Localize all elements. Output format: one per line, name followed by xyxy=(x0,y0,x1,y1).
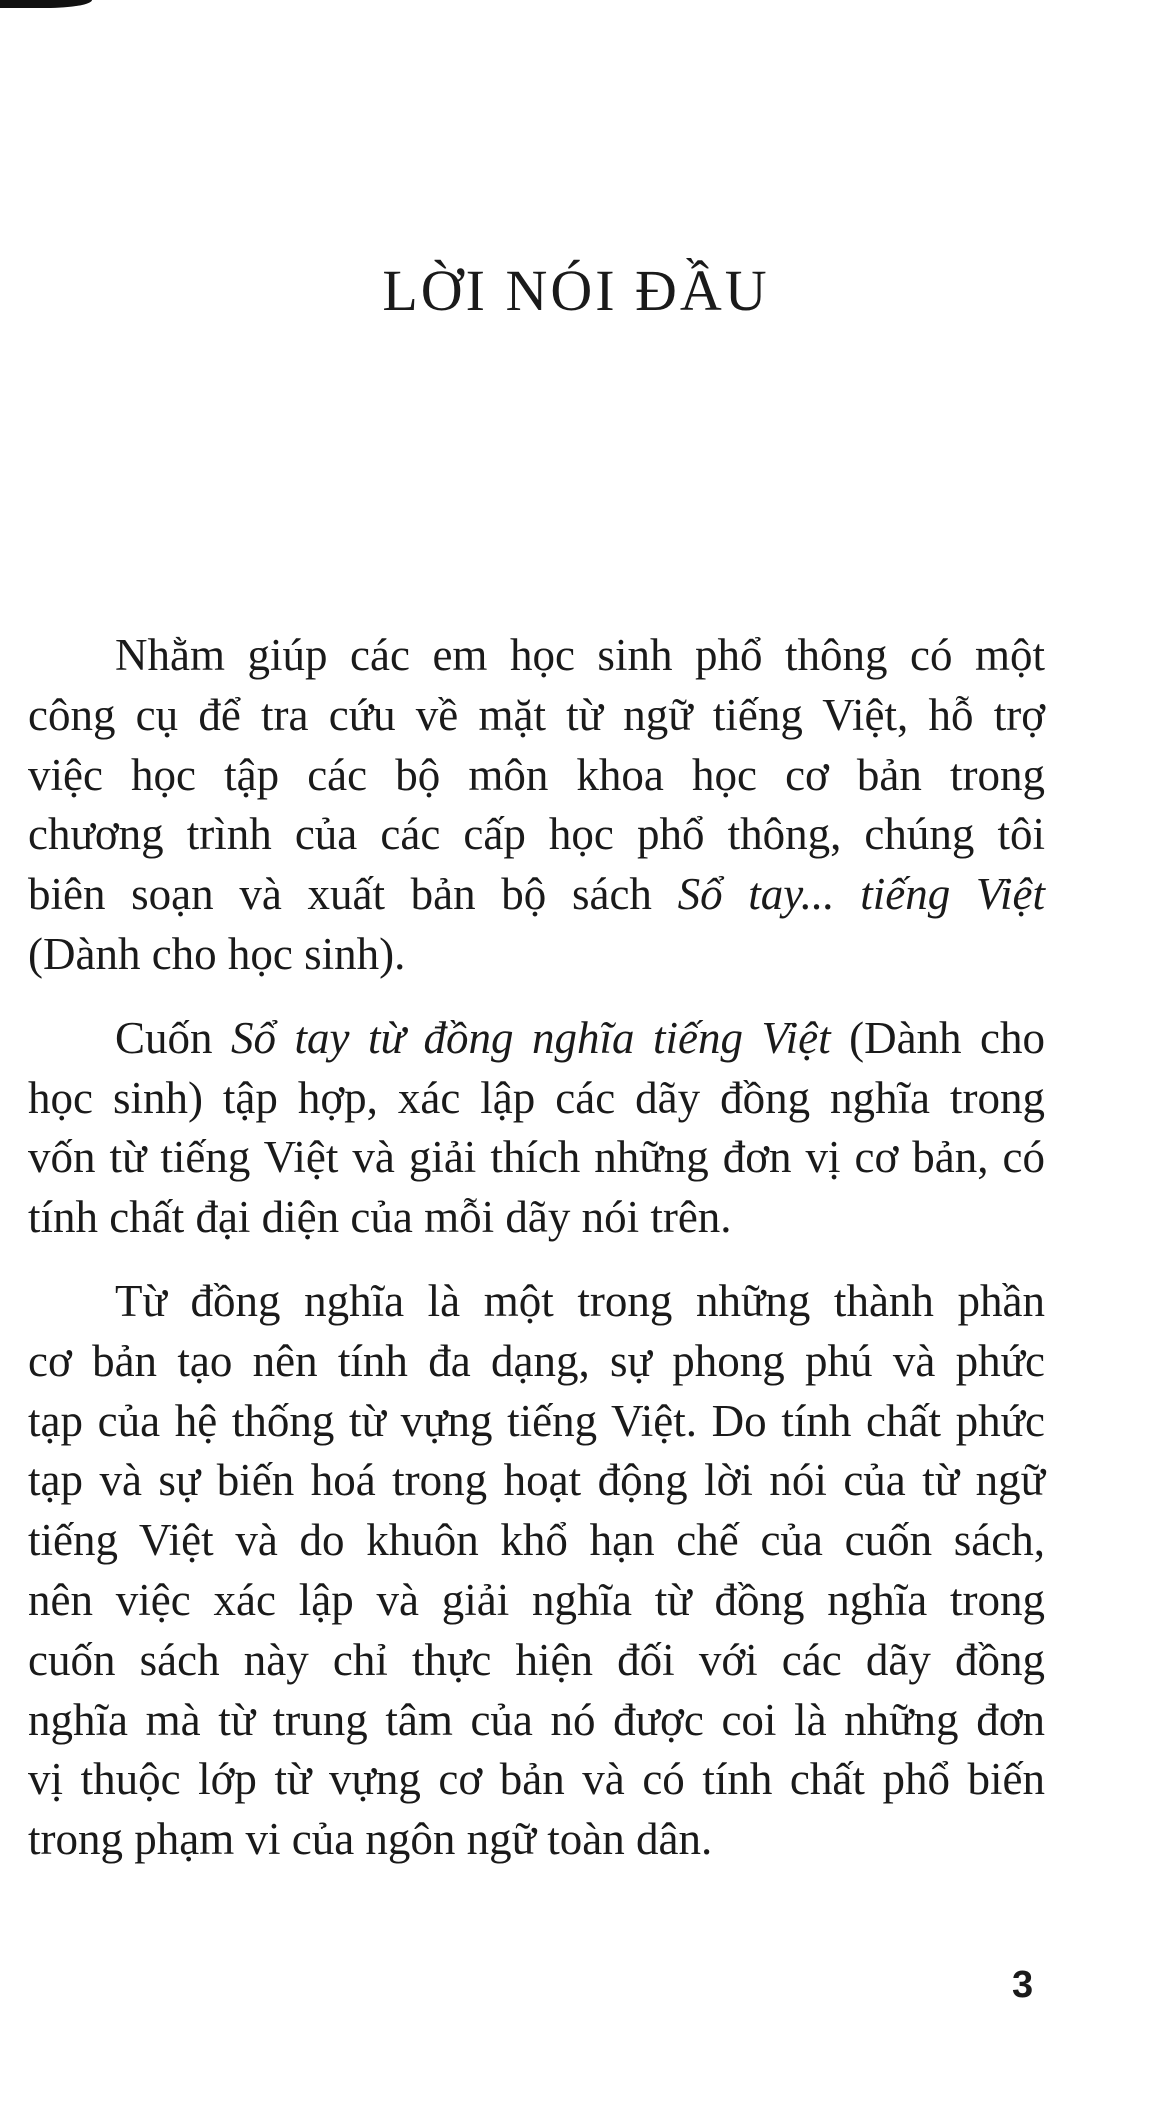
text-line xyxy=(28,1451,1045,1511)
page-title: LỜI NÓI ĐẦU xyxy=(382,258,770,323)
text-run: tạp và sự biến hoá trong hoạt động lời nói của từ ngữ xyxy=(28,1455,1045,1506)
text-line xyxy=(28,746,1045,806)
page-number: 3 xyxy=(1012,1964,1034,2006)
text-run: (Dành cho xyxy=(830,1012,1046,1063)
italic-title-text: Sổ tay... tiếng Việt xyxy=(677,869,1045,920)
page-corner-mark xyxy=(0,0,92,8)
text-line xyxy=(28,1009,1045,1069)
italic-title-text: Sổ tay từ đồng nghĩa tiếng Việt xyxy=(231,1012,831,1063)
text-run: chương trình của các cấp học phổ thông, chúng tôi xyxy=(28,809,1045,860)
text-run: nên việc xác lập và giải nghĩa từ đồng nghĩa trong xyxy=(28,1574,1045,1625)
text-line xyxy=(28,805,1045,865)
text-run: nghĩa mà từ trung tâm của nó được coi là những đơn xyxy=(28,1694,1045,1745)
text-run: trong phạm vi của ngôn ngữ toàn dân. xyxy=(28,1814,713,1865)
text-run: tính chất đại diện của mỗi dãy nói trên. xyxy=(28,1192,732,1243)
text-line xyxy=(28,1128,1045,1188)
text-run: Nhằm giúp các em học sinh phổ thông có một xyxy=(115,630,1045,680)
text-run: công cụ để tra cứu về mặt từ ngữ tiếng Việt, hỗ trợ xyxy=(28,689,1045,740)
text-run: cuốn sách này chỉ thực hiện đối với các dãy đồng xyxy=(28,1634,1045,1685)
text-line xyxy=(28,925,1045,985)
text-line xyxy=(28,1272,1045,1332)
text-line xyxy=(28,1069,1045,1129)
paragraph xyxy=(28,1272,1045,1870)
text-run: vị thuộc lớp từ vựng cơ bản và có tính chất phổ biến xyxy=(28,1754,1045,1805)
text-line xyxy=(28,1571,1045,1631)
paragraph xyxy=(28,1009,1045,1248)
text-line xyxy=(28,1691,1045,1751)
text-line xyxy=(28,1188,1045,1248)
text-run: Từ đồng nghĩa là một trong những thành phần xyxy=(115,1275,1045,1326)
text-line xyxy=(28,1511,1045,1571)
text-run: (Dành cho học sinh). xyxy=(28,928,406,979)
text-run: biên soạn và xuất bản bộ sách xyxy=(28,869,678,920)
text-run: tiếng Việt và do khuôn khổ hạn chế của cuốn sách, xyxy=(28,1515,1045,1566)
text-run: tạp của hệ thống từ vựng tiếng Việt. Do tính chất phức xyxy=(28,1395,1045,1446)
text-line xyxy=(28,1750,1045,1810)
text-run: vốn từ tiếng Việt và giải thích những đơn vị cơ bản, có xyxy=(28,1132,1045,1183)
text-line xyxy=(28,1392,1045,1452)
text-run: việc học tập các bộ môn khoa học cơ bản trong xyxy=(28,749,1045,800)
text-line xyxy=(28,1332,1045,1392)
text-run: Cuốn xyxy=(115,1012,232,1063)
paragraph xyxy=(28,626,1045,985)
text-run: học sinh) tập hợp, xác lập các dãy đồng nghĩa trong xyxy=(28,1072,1045,1123)
text-line xyxy=(28,626,1045,686)
text-line xyxy=(28,1631,1045,1691)
text-run: cơ bản tạo nên tính đa dạng, sự phong phú và phức xyxy=(28,1335,1045,1386)
text-line xyxy=(28,1810,1045,1870)
text-line xyxy=(28,686,1045,746)
preface-body xyxy=(28,626,1045,1870)
text-line xyxy=(28,865,1045,925)
